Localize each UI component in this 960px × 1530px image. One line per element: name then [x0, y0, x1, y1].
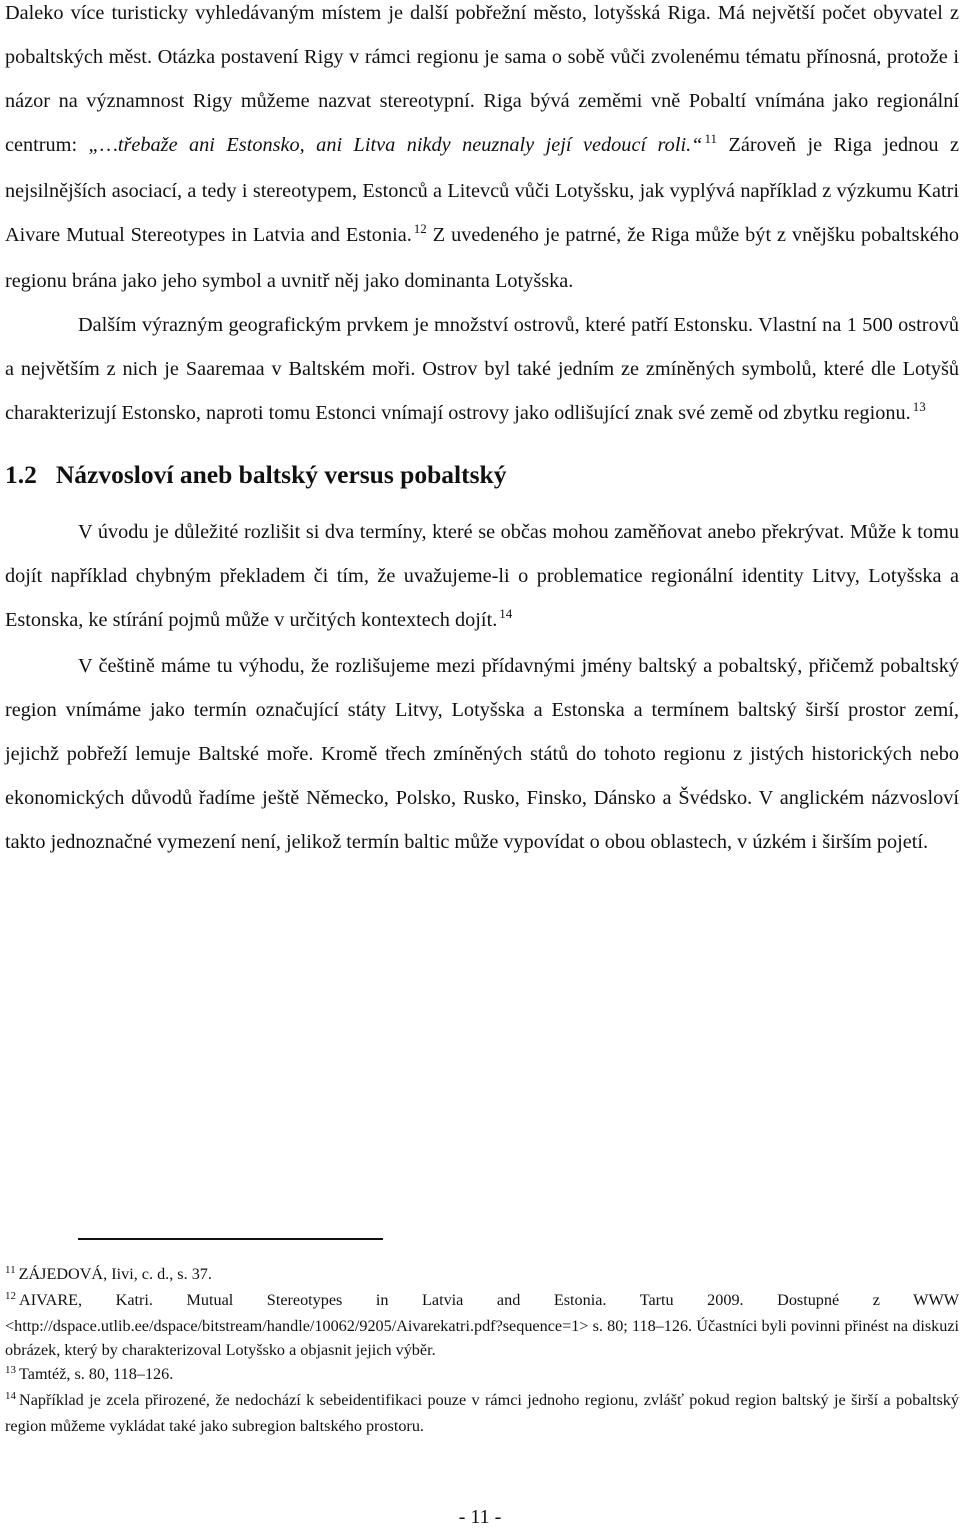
footnote-ref-11: 11	[704, 131, 717, 146]
document-body	[5, 0, 959, 864]
footnote-ref-14: 14	[499, 606, 513, 621]
footnote-text: ZÁJEDOVÁ, Iivi, c. d., s. 37.	[18, 1265, 212, 1283]
paragraph-terms	[5, 510, 959, 644]
page-number: - 11 -	[458, 1506, 502, 1528]
paragraph-riga	[5, 0, 959, 303]
footnote-text: AIVARE, Katri. Mutual Stereotypes in Latvia and Estonia. Tartu 2009. Dostupné z WWW <http://dspace.utlib.ee/dspace/bitstream/handle/10062/9205/Aivarekatri.pdf?sequence=1> s. 80; 118–126. Účastníci byli povinni přinést na diskuzi obrázek, který by charakterizoval Lotyšsko a objasnit jejich výběr.	[5, 1291, 959, 1359]
paragraph-islands	[5, 303, 959, 437]
paragraph-text: V úvodu je důležité rozlišit si dva termíny, které se občas mohou zaměňovat anebo překrývat. Může k tomu dojít například chybným překladem či tím, že uvažujeme-li o problematice regionální identity Litvy, Lotyšska a Estonska, ke stírání pojmů může v určitých kontextech dojít.	[5, 521, 959, 631]
section-title: Názvosloví aneb baltský versus pobaltský	[55, 460, 507, 489]
footnotes	[5, 1262, 959, 1438]
paragraph-czech-terms	[5, 644, 959, 864]
footnote-number: 13	[5, 1364, 16, 1376]
footnote-13	[5, 1362, 959, 1388]
paragraph-text: Daleko více turisticky vyhledávaným místem je další pobřežní město, lotyšská Riga. Má největší počet obyvatel z pobaltských měst. Otázka postavení Rigy v rámci regionu je sama o sobě vůči zvolenému tématu přínosná, protože i názor na významnost Rigy můžeme nazvat stereotypní. Riga bývá zeměmi vně Pobaltí vnímána jako regionální centrum:	[5, 2, 959, 156]
footnote-number: 14	[5, 1390, 16, 1402]
footnote-14	[5, 1388, 959, 1438]
footnote-12	[5, 1288, 959, 1362]
footnote-separator	[78, 1238, 383, 1240]
paragraph-text: Z uvedeného je patrné, že Riga může být z vnějšku pobaltského regionu brána jako jeho symbol a uvnitř něj jako dominanta Lotyšska.	[5, 224, 959, 292]
footnote-text: Například je zcela přirozené, že nedochází k sebeidentifikaci pouze v rámci jednoho regionu, zvlášť pokud region baltský je širší a pobaltský region můžeme vykládat také jako subregion baltského prostoru.	[5, 1391, 959, 1435]
section-number: 1.2	[5, 460, 37, 489]
paragraph-text: Dalším výrazným geografickým prvkem je množství ostrovů, které patří Estonsku. Vlastní na 1 500 ostrovů a největším z nich je Saaremaa v Baltském moři. Ostrov byl také jedním ze zmíněných symbolů, které dle Lotyšů charakterizují Estonsko, naproti tomu Estonci vnímají ostrovy jako odlišující znak své země od zbytku regionu.	[5, 314, 959, 424]
paragraph-text: Zároveň je Riga jednou z nejsilnějších asociací, a tedy i stereotypem, Estonců a Litevců vůči Lotyšsku, jak vyplývá například z výzkumu Katri Aivare Mutual Stereotypes in Latvia and Estonia.	[5, 134, 960, 246]
footnote-number: 11	[5, 1264, 16, 1276]
section-heading	[5, 458, 959, 492]
citation-quote: „…třebaže ani Estonsko, ani Litva nikdy neuznaly její vedoucí roli.“	[88, 134, 703, 156]
footnote-ref-13: 13	[912, 399, 926, 414]
footnote-number: 12	[5, 1290, 16, 1302]
footnote-text: Tamtéž, s. 80, 118–126.	[19, 1365, 174, 1383]
footnote-11	[5, 1262, 959, 1288]
paragraph-text: V češtině máme tu výhodu, že rozlišujeme mezi přídavnými jmény baltský a pobaltský, přičemž pobaltský region vnímáme jako termín označující státy Litvy, Lotyšska a Estonska a termínem baltský širší prostor zemí, jejichž pobřeží lemuje Baltské moře. Kromě třech zmíněných států do tohoto regionu z jistých historických nebo ekonomických důvodů řadíme ještě Německo, Polsko, Rusko, Finsko, Dánsko a Švédsko. V anglickém názvosloví takto jednoznačné vymezení není, jelikož termín baltic může vypovídat o obou oblastech, v úzkém i širším pojetí.	[5, 655, 959, 853]
footnote-ref-12: 12	[413, 221, 427, 236]
